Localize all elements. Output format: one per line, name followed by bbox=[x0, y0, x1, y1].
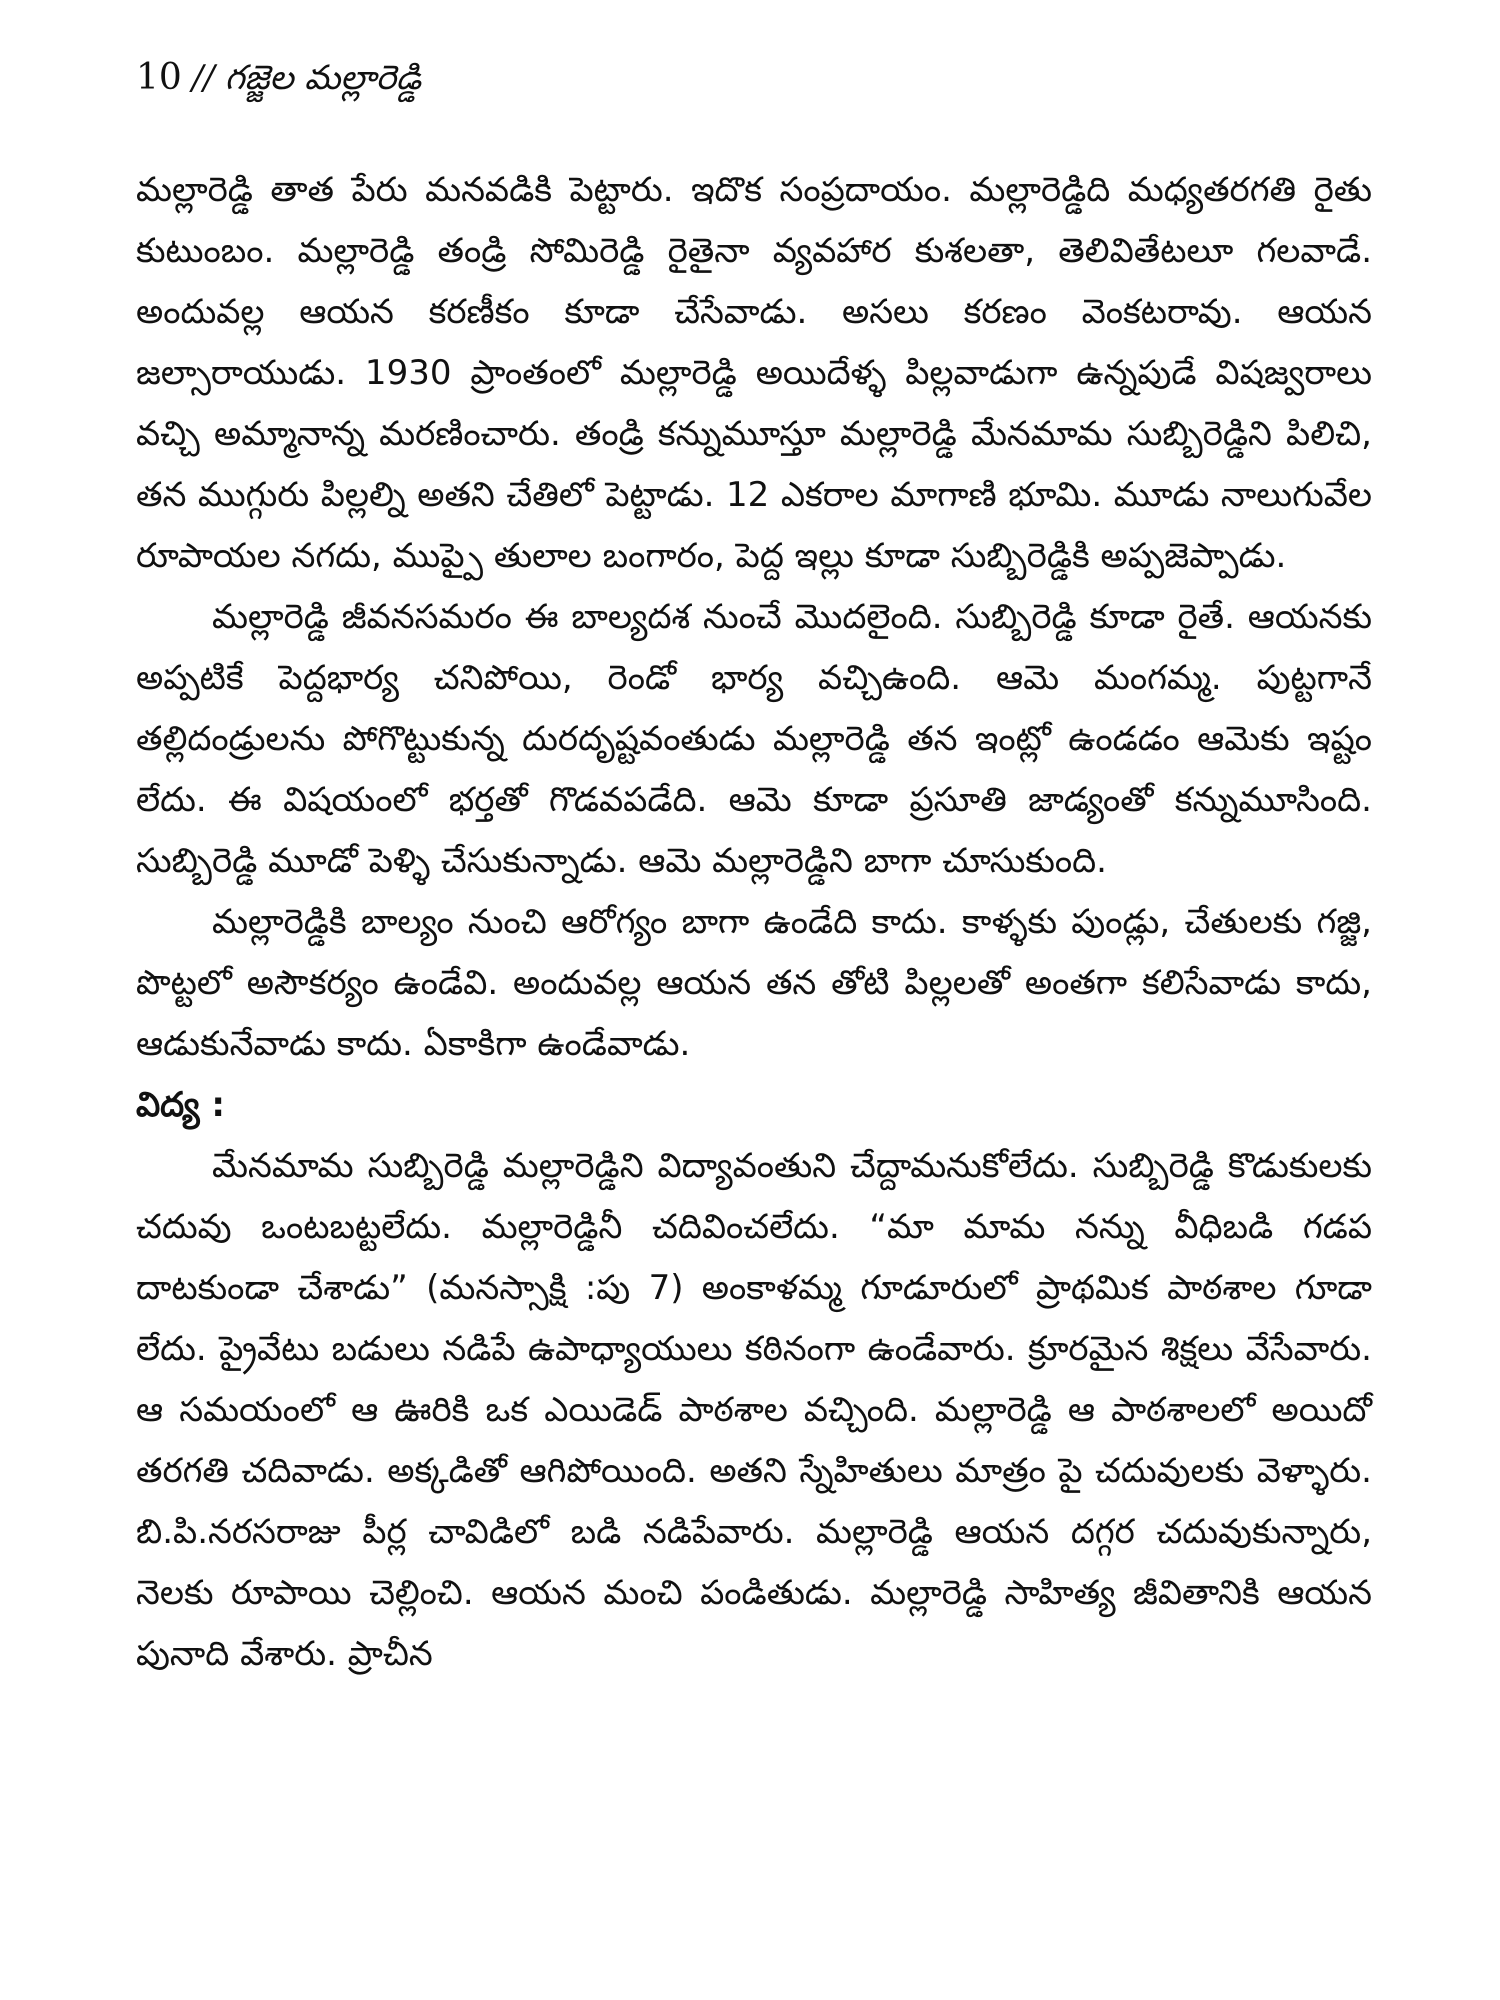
book-title: గజ్జెల మల్లారెడ్డి bbox=[224, 58, 422, 98]
paragraph-life-struggle: మల్లారెడ్డి జీవనసమరం ఈ బాల్యదశ నుంచే మొదలైంది. సుబ్బిరెడ్డి కూడా రైతే. ఆయనకు అప్పటికే పెద్దభార్య చనిపోయి, రెండో భార్య వచ్చిఉంది. ఆమె మంగమ్మ. పుట్టగానే తల్లిదండ్రులను పోగొట్టుకున్న దురదృష్టవంతుడు మల్లారెడ్డి తన ఇంట్లో ఉండడం ఆమెకు ఇష్టం లేదు. ఈ విషయంలో భర్తతో గొడవపడేది. ఆమె కూడా ప్రసూతి జాడ్యంతో కన్నుమూసింది. సుబ్బిరెడ్డి మూడో పెళ్ళి చేసుకున్నాడు. ఆమె మల్లారెడ్డిని బాగా చూసుకుంది. bbox=[136, 597, 1372, 881]
section-heading-education: విద్య : bbox=[136, 1085, 225, 1125]
page-number: 10 bbox=[136, 57, 182, 98]
paragraph-education: మేనమామ సుబ్బిరెడ్డి మల్లారెడ్డిని విద్యావంతుని చేద్దామనుకోలేదు. సుబ్బిరెడ్డి కొడుకులకు చదువు ఒంటబట్టలేదు. మల్లారెడ్డినీ చదివించలేదు. “మా మామ నన్ను వీధిబడి గడప దాటకుండా చేశాడు” (మనస్సాక్షి :పు 7) అంకాళమ్మ గూడూరులో ప్రాథమిక పాఠశాల గూడా లేదు. ప్రైవేటు బడులు నడిపే ఉపాధ్యాయులు కఠినంగా ఉండేవారు. క్రూరమైన శిక్షలు వేసేవారు. ఆ సమయంలో ఆ ఊరికి ఒక ఎయిడెడ్ పాఠశాల వచ్చింది. మల్లారెడ్డి ఆ పాఠశాలలో అయిదో తరగతి చదివాడు. అక్కడితో ఆగిపోయింది. అతని స్నేహితులు మాత్రం పై చదువులకు వెళ్ళారు. బి.పి.నరసరాజు పీర్ల చావిడిలో బడి నడిపేవారు. మల్లారెడ్డి ఆయన దగ్గర చదువుకున్నారు, నెలకు రూపాయి చెల్లించి. ఆయన మంచి పండితుడు. మల్లారెడ్డి సాహిత్య జీవితానికి ఆయన పునాది వేశారు. ప్రాచీన bbox=[136, 1146, 1372, 1674]
paragraph-childhood-health: మల్లారెడ్డికి బాల్యం నుంచి ఆరోగ్యం బాగా ఉండేది కాదు. కాళ్ళకు పుండ్లు, చేతులకు గజ్జి, పొట్టలో అసౌకర్యం ఉండేవి. అందువల్ల ఆయన తన తోటి పిల్లలతో అంతగా కలిసేవాడు కాదు, ఆడుకునేవాడు కాదు. ఏకాకిగా ఉండేవాడు. bbox=[136, 902, 1372, 1064]
paragraph-family-background: మల్లారెడ్డి తాత పేరు మనవడికి పెట్టారు. ఇదొక సంప్రదాయం. మల్లారెడ్డిది మధ్యతరగతి రైతు కుటుంబం. మల్లారెడ్డి తండ్రి సోమిరెడ్డి రైతైనా వ్యవహార కుశలతా, తెలివితేటలూ గలవాడే. అందువల్ల ఆయన కరణీకం కూడా చేసేవాడు. అసలు కరణం వెంకటరావు. ఆయన జల్సారాయుడు. 1930 ప్రాంతంలో మల్లారెడ్డి అయిదేళ్ళ పిల్లవాడుగా ఉన్నపుడే విషజ్వరాలు వచ్చి అమ్మానాన్న మరణించారు. తండ్రి కన్నుమూస్తూ మల్లారెడ్డి మేనమామ సుబ్బిరెడ్డిని పిలిచి, తన ముగ్గురు పిల్లల్ని అతని చేతిలో పెట్టాడు. 12 ఎకరాల మాగాణి భూమి. మూడు నాలుగువేల రూపాయల నగదు, ముప్పై తులాల బంగారం, పెద్ద ఇల్లు కూడా సుబ్బిరెడ్డికి అప్పజెప్పాడు. bbox=[136, 170, 1372, 576]
body-text bbox=[136, 160, 1372, 1685]
running-header bbox=[136, 56, 421, 100]
header-separator: // bbox=[191, 58, 215, 98]
